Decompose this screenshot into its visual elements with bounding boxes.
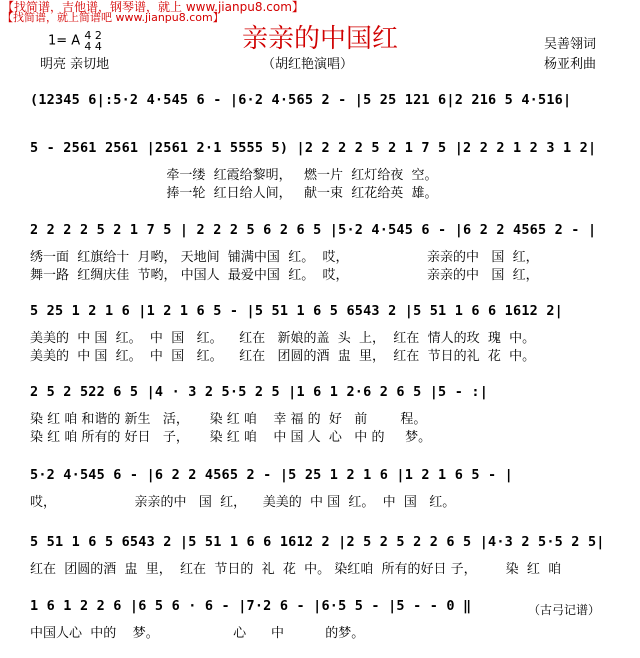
- notation-line: 2 5 2 522 6 5 |4 · 3 2 5·5 2 5 |1 6 1 2·6 2 6 5 |5 - :|: [30, 384, 489, 400]
- key-label: 1= A: [48, 33, 81, 49]
- tempo-mark: 明亮 亲切地: [40, 57, 110, 72]
- lyric-line: 染 红 咱 和谐的 新生 活， 染 红 咱 幸 福 的 好 前 程。: [30, 412, 427, 427]
- lyric-line: 绣一面 红旗给十 月哟， 天地间 铺满中国 红。 哎， 亲亲的中 国 红，: [30, 250, 539, 265]
- time-top: 4 2: [84, 29, 102, 42]
- notation-line: 1 6 1 2 2 6 |6 5 6 · 6 - |7·2 6 - |6·5 5 - |5 - - 0 ‖: [30, 598, 472, 614]
- lyric-line: 舞一路 红绸庆佳 节哟， 中国人 最爱中国 红。 哎， 亲亲的中 国 红，: [30, 268, 539, 283]
- lyricist: 吴善翎词: [544, 37, 597, 52]
- notation-line: 2 2 2 2 5 2 1 7 5 | 2 2 2 5 6 2 6 5 |5·2 4·545 6 - |6 2 2 4565 2 - |: [30, 222, 597, 238]
- time-signature: [84, 30, 102, 52]
- song-title: 亲亲的中国红: [241, 24, 398, 54]
- lyric-line: 美美的 中 国 红。 中 国 红。 红在 团圆的酒 盅 里， 红在 节日的礼 花 中。: [30, 349, 536, 364]
- lyric-line: 牵一缕 红霞给黎明， 燃一片 红灯给夜 空。: [30, 168, 438, 183]
- singer: （胡红艳演唱）: [262, 57, 354, 72]
- notation-line: 5 - 2561 2561 |2561 2·1 5555 5) |2 2 2 2 5 2 1 7 5 |2 2 2 1 2 3 1 2|: [30, 140, 597, 156]
- lyric-line: 中国人心 中的 梦。 心 中 的梦。: [30, 626, 365, 641]
- lyric-line: 红在 团圆的酒 盅 里， 红在 节日的 礼 花 中。 染红咱 所有的好日 子， 染 红 咱: [30, 562, 562, 577]
- composer: 杨亚利曲: [544, 57, 597, 72]
- lyric-line: 捧一轮 红日给人间， 献一束 红花给英 雄。: [30, 186, 438, 201]
- time-bottom: 4 4: [84, 40, 102, 53]
- lyric-line: 美美的 中 国 红。 中 国 红。 红在 新娘的盖 头 上， 红在 情人的玫 瑰 中。: [30, 331, 536, 346]
- notation-line: (12345 6|:5·2 4·545 6 - |6·2 4·565 2 - |5 25 121 6|2 216 5 4·516|: [30, 92, 572, 108]
- lyric-line: 哎， 亲亲的中 国 红， 美美的 中 国 红。 中 国 红。: [30, 495, 456, 510]
- lyric-line: 染 红 咱 所有的 好日 子， 染 红 咱 中 国 人 心 中 的 梦。: [30, 430, 432, 445]
- key-signature: [48, 30, 102, 52]
- banner-line-1[interactable]: 【找简谱，吉他谱，钢琴谱，就上 www.jianpu8.com】: [2, 0, 304, 14]
- banner-line-2[interactable]: 【找简谱，就上简谱吧 www.jianpu8.com】: [2, 11, 224, 24]
- notation-line: 5 51 1 6 5 6543 2 |5 51 1 6 6 1612 2 |2 5 2 5 2 2 6 5 |4·3 2 5·5 2 5|: [30, 534, 605, 550]
- transcriber-credit: （古弓记谱）: [527, 603, 600, 617]
- notation-line: 5·2 4·545 6 - |6 2 2 4565 2 - |5 25 1 2 1 6 |1 2 1 6 5 - |: [30, 467, 514, 483]
- notation-line: 5 25 1 2 1 6 |1 2 1 6 5 - |5 51 1 6 5 6543 2 |5 51 1 6 6 1612 2|: [30, 303, 563, 319]
